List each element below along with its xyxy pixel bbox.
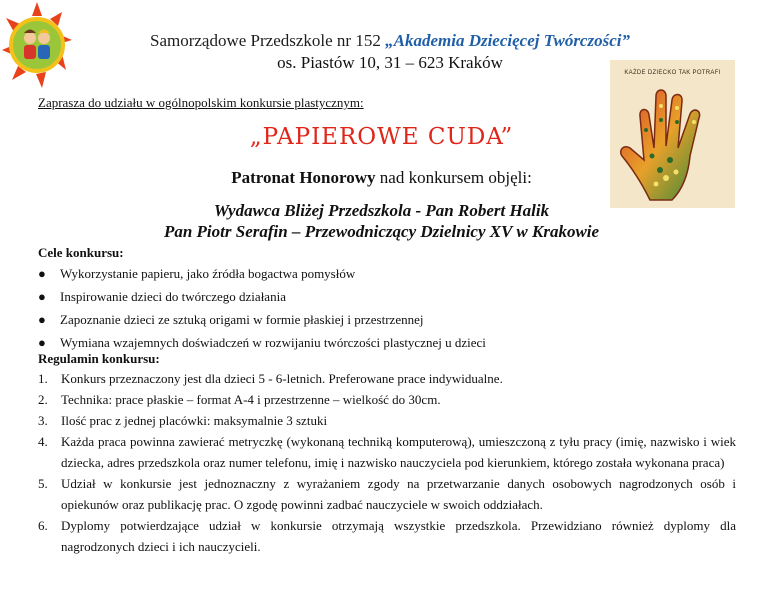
list-item: [38, 389, 736, 410]
list-item: [38, 431, 736, 473]
bullet-icon: ●: [38, 289, 46, 304]
invitation-text: Zaprasza do udziału w ogólnopolskim konkursie plastycznym:: [38, 95, 364, 110]
rule-text: Każda praca powinna zawierać metryczkę (wykonaną techniką komputerową), umieszczoną z tyłu pracy (imię, nazwisko i wiek dziecka, adres przedszkola oraz numer telefonu, imię i nazwisko nauczyciela pod kierunkiem, którego została wykonana praca): [61, 434, 736, 470]
bullet-icon: ●: [38, 312, 46, 327]
goals-heading: Cele konkursu:: [38, 245, 124, 260]
school-logo: [0, 0, 74, 92]
list-item: [38, 262, 486, 285]
patronage-line: [0, 168, 763, 188]
rule-number: 6.: [38, 518, 48, 533]
contest-title: „PAPIEROWE CUDA”: [249, 124, 514, 150]
rule-text: Udział w konkursie jest jednoznaczny z wyrażaniem zgody na przetwarzanie danych osobowych nagrodzonych osób i opiekunów oraz publikację prac. O zgodę powinni zadbać nauczyciele w swoich oddziałach.: [61, 476, 736, 512]
goal-text: Zapoznanie dzieci ze sztuką origami w formie płaskiej i przestrzennej: [60, 312, 424, 327]
list-item: [38, 515, 736, 557]
poster-caption: KAŻDE DZIECKO TAK POTRAFI: [624, 70, 721, 76]
rule-text: Konkurs przeznaczony jest dla dzieci 5 - 6-letnich. Preferowane prace indywidualne.: [61, 371, 503, 386]
rule-text: Technika: prace płaskie – format A-4 i przestrzenne – wielkość do 30cm.: [61, 392, 441, 407]
academy-name: „Akademia Dziecięcej Twórczości”: [385, 31, 630, 50]
rule-text: Ilość prac z jednej placówki: maksymalnie 3 sztuki: [61, 413, 328, 428]
goal-text: Wymiana wzajemnych doświadczeń w rozwijaniu twórczości plastycznej u dzieci: [60, 335, 486, 350]
patronage-rest: nad konkursem objęli:: [375, 168, 532, 187]
goal-text: Wykorzystanie papieru, jako źródła bogactwa pomysłów: [60, 266, 356, 281]
patron-2: Pan Piotr Serafin – Przewodniczący Dzielnicy XV w Krakowie: [163, 222, 600, 241]
rule-number: 4.: [38, 434, 48, 449]
list-item: [38, 473, 736, 515]
rule-text: Dyplomy potwierdzające udział w konkursie otrzymają wszystkie przedszkola. Przewidziano również dyplomy dla nagrodzonych dzieci i ich nauczycieli.: [61, 518, 736, 554]
patrons-list: [0, 200, 763, 242]
bullet-icon: ●: [38, 266, 46, 281]
bullet-icon: ●: [38, 335, 46, 350]
patronage-bold: Patronat Honorowy: [231, 168, 376, 187]
school-address: os. Piastów 10, 31 – 623 Kraków: [277, 53, 503, 72]
goal-text: Inspirowanie dzieci do twórczego działania: [60, 289, 286, 304]
list-item: [38, 308, 486, 331]
header: [90, 30, 690, 74]
list-item: [38, 368, 736, 389]
rule-number: 1.: [38, 371, 48, 386]
rules-heading: Regulamin konkursu:: [38, 351, 160, 366]
list-item: [38, 285, 486, 308]
list-item: [38, 410, 736, 431]
rule-number: 3.: [38, 413, 48, 428]
rules-list: [38, 368, 736, 557]
rule-number: 5.: [38, 476, 48, 491]
school-name: Samorządowe Przedszkole nr 152: [150, 31, 386, 50]
goals-list: [38, 262, 486, 354]
patron-1: Wydawca Bliżej Przedszkola - Pan Robert Halik: [213, 201, 550, 220]
rule-number: 2.: [38, 392, 48, 407]
